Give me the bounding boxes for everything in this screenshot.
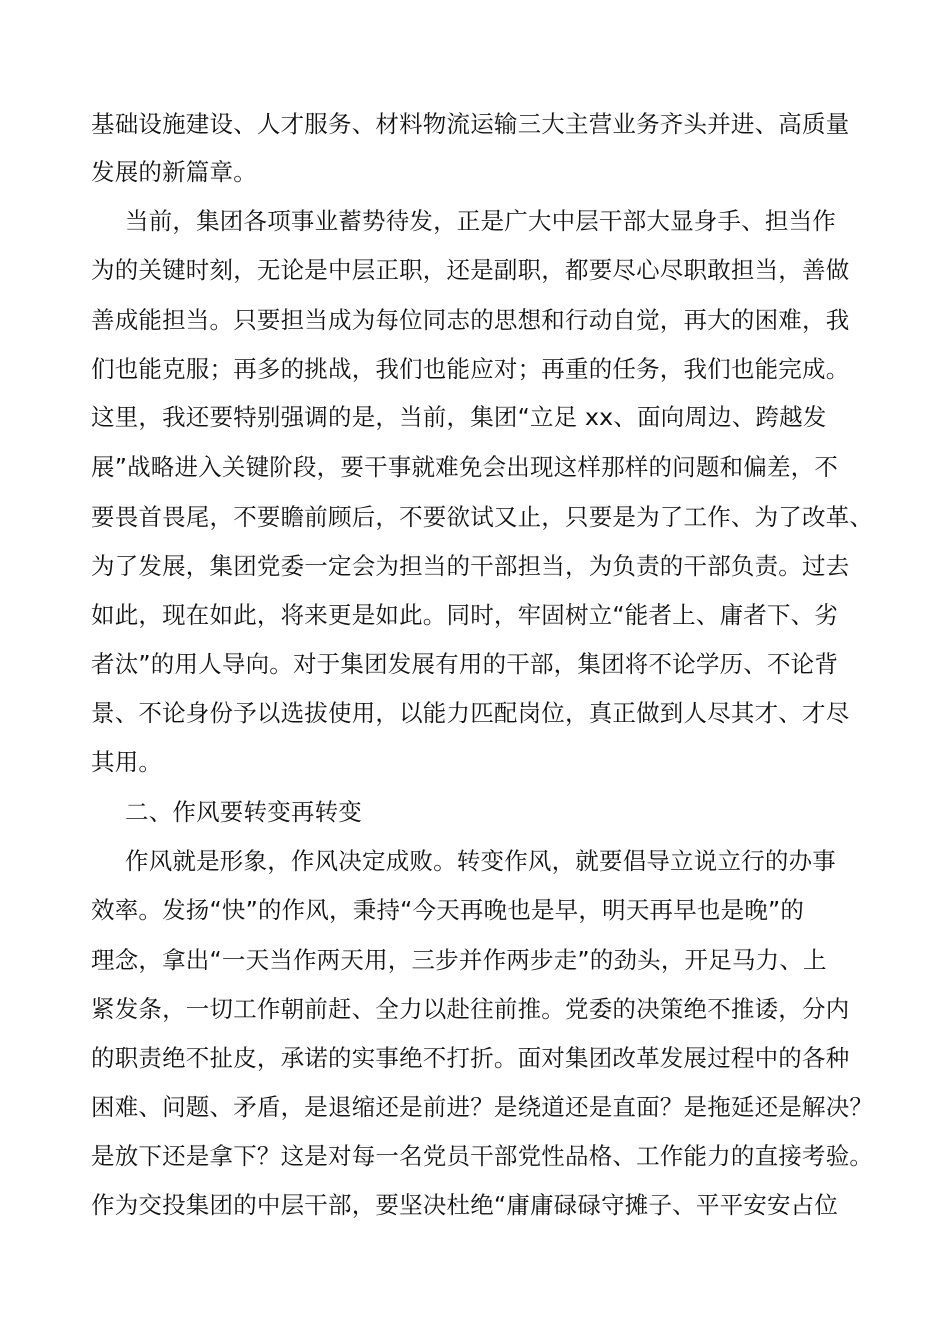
paragraph-line: 基础设施建设、人才服务、材料物流运输三大主营业务齐头并进、高质量 (91, 110, 850, 138)
paragraph-line: 作为交投集团的中层干部，要坚决杜绝“庸庸碌碌守摊子、平平安安占位 (91, 1191, 839, 1219)
paragraph-line: 为了发展，集团党委一定会为担当的干部担当，为负责的干部负责。过去 (91, 552, 850, 580)
paragraph-line: 是放下还是拿下？这是对每一名党员干部党性品格、工作能力的直接考验。 (91, 1142, 874, 1170)
paragraph-line: 这里，我还要特别强调的是，当前，集团“立足 xx、面向周边、跨越发 (91, 403, 827, 431)
paragraph-line: 效率。发扬“快”的作风，秉持“今天再晚也是早，明天再早也是晚”的 (91, 896, 805, 924)
section-heading: 二、作风要转变再转变 (125, 798, 362, 826)
paragraph-line: 们也能克服；再多的挑战，我们也能应对；再重的任务，我们也能完成。 (91, 355, 850, 383)
paragraph-line: 困难、问题、矛盾，是退缩还是前进？是绕道还是直面？是拖延还是解决？ (91, 1093, 874, 1121)
paragraph-line: 理念，拿出“一天当作两天用，三步并作两步走”的劲头，开足马力、上 (91, 946, 827, 974)
paragraph-line: 善成能担当。只要担当成为每位同志的思想和行动自觉，再大的困难，我 (91, 306, 850, 334)
paragraph-line: 如此，现在如此，将来更是如此。同时，牢固树立“能者上、庸者下、劣 (91, 601, 839, 629)
paragraph-line: 景、不论身份予以选拔使用，以能力匹配岗位，真正做到人尽其才、才尽 (91, 699, 850, 727)
paragraph-line: 的职责绝不扯皮，承诺的实事绝不打折。面对集团改革发展过程中的各种 (91, 1044, 850, 1072)
paragraph-line: 发展的新篇章。 (91, 158, 257, 186)
paragraph-line: 紧发条，一切工作朝前赶、全力以赴往前推。党委的决策绝不推诿，分内 (91, 995, 850, 1023)
paragraph-line: 当前，集团各项事业蓄势待发，正是广大中层干部大显身手、担当作 (125, 207, 836, 235)
paragraph-line: 作风就是形象，作风决定成败。转变作风，就要倡导立说立行的办事 (125, 847, 836, 875)
paragraph-line: 其用。 (91, 748, 163, 776)
paragraph-line: 者汰”的用人导向。对于集团发展有用的干部，集团将不论学历、不论背 (91, 650, 839, 678)
paragraph-line: 为的关键时刻，无论是中层正职，还是副职，都要尽心尽职敢担当，善做 (91, 256, 850, 284)
paragraph-line: 要畏首畏尾，不要瞻前顾后，不要欲试又止，只要是为了工作、为了改革、 (91, 503, 874, 531)
paragraph-line: 展”战略进入关键阶段，要干事就难免会出现这样那样的问题和偏差，不 (91, 453, 839, 481)
